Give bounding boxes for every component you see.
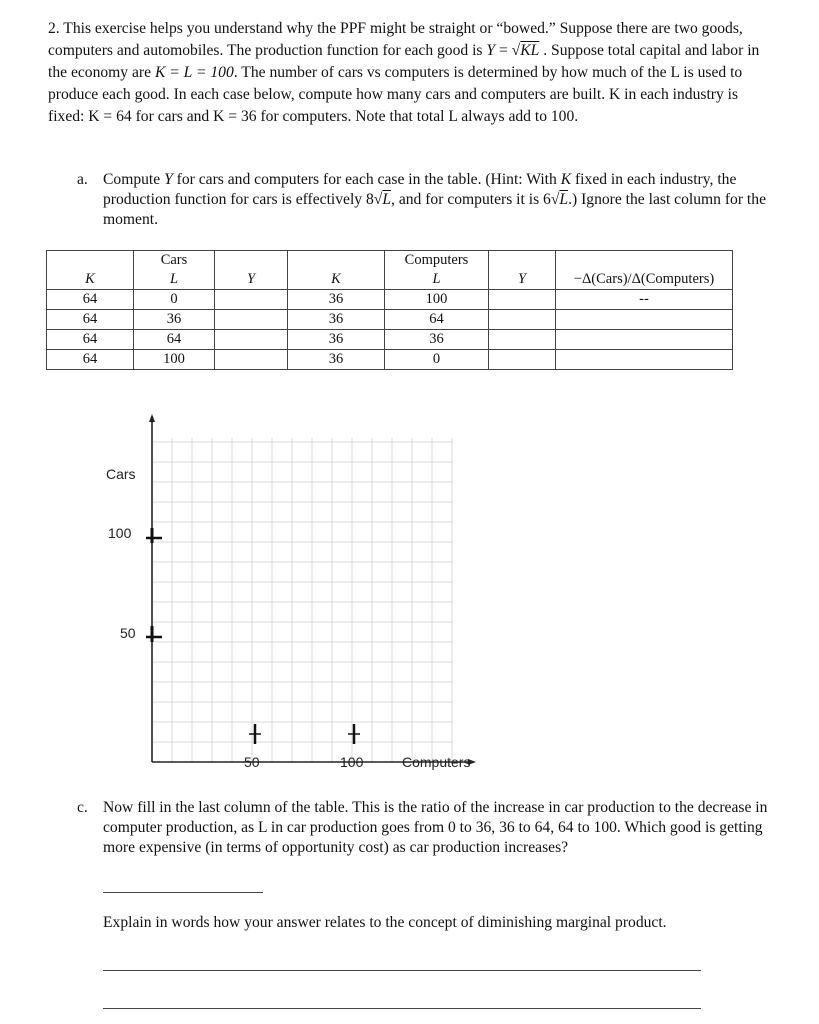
cell: 36 [288, 290, 385, 310]
y-tick-50 [146, 626, 162, 642]
part-a-k: K [560, 171, 572, 188]
y-axis-label: Cars [106, 466, 136, 482]
header-k-cars: K [47, 270, 134, 290]
part-a-letter: a. [77, 171, 88, 188]
y-axis-arrow-icon [149, 414, 155, 422]
cell: 0 [134, 290, 215, 310]
cell: 64 [47, 350, 134, 370]
cell: 64 [47, 310, 134, 330]
answer-cell[interactable] [215, 330, 288, 350]
answer-cell[interactable] [489, 290, 556, 310]
answer-cell[interactable] [556, 350, 733, 370]
intro-after-formula: . Suppose total capital and labor in the economy are [48, 42, 760, 81]
part-a-t5: .) Ignore the last column for the moment. [103, 191, 766, 228]
group-blank-3 [288, 251, 385, 271]
cell: 64 [47, 330, 134, 350]
group-computers: Computers [385, 251, 489, 271]
cell: 36 [385, 330, 489, 350]
table-row [47, 330, 733, 350]
answer-cell[interactable] [215, 290, 288, 310]
x-tick-label-50: 50 [244, 754, 260, 770]
part-a-y: Y [164, 171, 173, 188]
cell: 36 [288, 350, 385, 370]
header-y-cars: Y [215, 270, 288, 290]
y-tick-100 [146, 528, 162, 543]
table-row [47, 350, 733, 370]
part-c-text: Now fill in the last column of the table. This is the ratio of the increase in car production to the decrease in computer production, as L in car production goes from 0 to 36, 36 to 64, 64 to 100. Which good is getting more expensive (in terms of opportunity cost) as car production increases? [103, 799, 768, 856]
group-blank-5 [556, 251, 733, 271]
cell: 100 [385, 290, 489, 310]
x-tick-label-100: 100 [340, 754, 364, 770]
part-a-t1: Compute [103, 171, 165, 188]
y-axis [149, 414, 155, 762]
answer-line-explain-1[interactable] [103, 970, 701, 971]
answer-cell[interactable] [556, 330, 733, 350]
y-tick-label-100: 100 [108, 525, 132, 541]
intro-rest: . The number of cars vs computers is determined by how much of the L is used to produce each good. In each case below, compute how many cars and computers are built. K in each industry is fixed: K = 64 for cars and K = 36 for computers. Note that total L always add to 100. [48, 64, 743, 125]
answer-cell[interactable] [489, 330, 556, 350]
graph-svg[interactable] [100, 410, 500, 780]
group-blank-1 [47, 251, 134, 271]
explain-prompt: Explain in words how your answer relates to the concept of diminishing marginal product. [103, 914, 667, 931]
cell: 0 [385, 350, 489, 370]
intro-lead: 2. This exercise helps you understand why the PPF might be straight or “bowed.” Suppose there are two goods, computers and automobiles. The production function for each good is [48, 20, 743, 59]
group-blank-4 [489, 251, 556, 271]
part-c-letter: c. [77, 799, 88, 816]
x-tick-50 [249, 724, 261, 744]
ppf-graph [100, 410, 500, 780]
header-k-computers: K [288, 270, 385, 290]
answer-cell[interactable] [489, 310, 556, 330]
answer-cell[interactable] [215, 350, 288, 370]
header-l-computers: L [385, 270, 489, 290]
answer-line-good[interactable] [103, 892, 263, 893]
grid [152, 438, 452, 762]
formula-y: Y [486, 42, 496, 59]
part-a-t3: fixed in each industry, the production function for cars is effectively 8√ [103, 171, 737, 208]
formula-kl: KL [520, 42, 540, 59]
table-group-row [47, 251, 733, 271]
answer-cell[interactable] [556, 310, 733, 330]
production-table [46, 250, 733, 370]
cell: 36 [288, 310, 385, 330]
table-row [47, 310, 733, 330]
part-a-l1: L [382, 191, 392, 208]
part-a-l2: L [559, 191, 569, 208]
header-l-cars: L [134, 270, 215, 290]
part-c [77, 798, 777, 858]
part-a [77, 170, 777, 230]
part-a-text [103, 170, 777, 230]
header-ratio: −Δ(Cars)/Δ(Computers) [556, 270, 733, 290]
cell: -- [556, 290, 733, 310]
answer-cell[interactable] [215, 310, 288, 330]
part-a-t2: for cars and computers for each case in the table. (Hint: With [172, 171, 561, 188]
y-tick-label-50: 50 [120, 625, 136, 641]
exercise-intro [48, 18, 778, 128]
cell: 36 [288, 330, 385, 350]
cell: 64 [385, 310, 489, 330]
group-cars: Cars [134, 251, 215, 271]
group-blank-2 [215, 251, 288, 271]
formula-eq: = √ [495, 42, 521, 59]
table-header-row [47, 270, 733, 290]
cell: 36 [134, 310, 215, 330]
answer-line-explain-2[interactable] [103, 1008, 701, 1009]
part-a-t4: , and for computers it is 6√ [391, 191, 560, 208]
k-eq-l: K = L = 100 [154, 64, 234, 81]
x-axis-label: Computers [402, 754, 471, 770]
answer-cell[interactable] [489, 350, 556, 370]
cell: 64 [47, 290, 134, 310]
table-row [47, 290, 733, 310]
cell: 64 [134, 330, 215, 350]
cell: 100 [134, 350, 215, 370]
header-y-computers: Y [489, 270, 556, 290]
x-tick-100 [348, 724, 360, 744]
